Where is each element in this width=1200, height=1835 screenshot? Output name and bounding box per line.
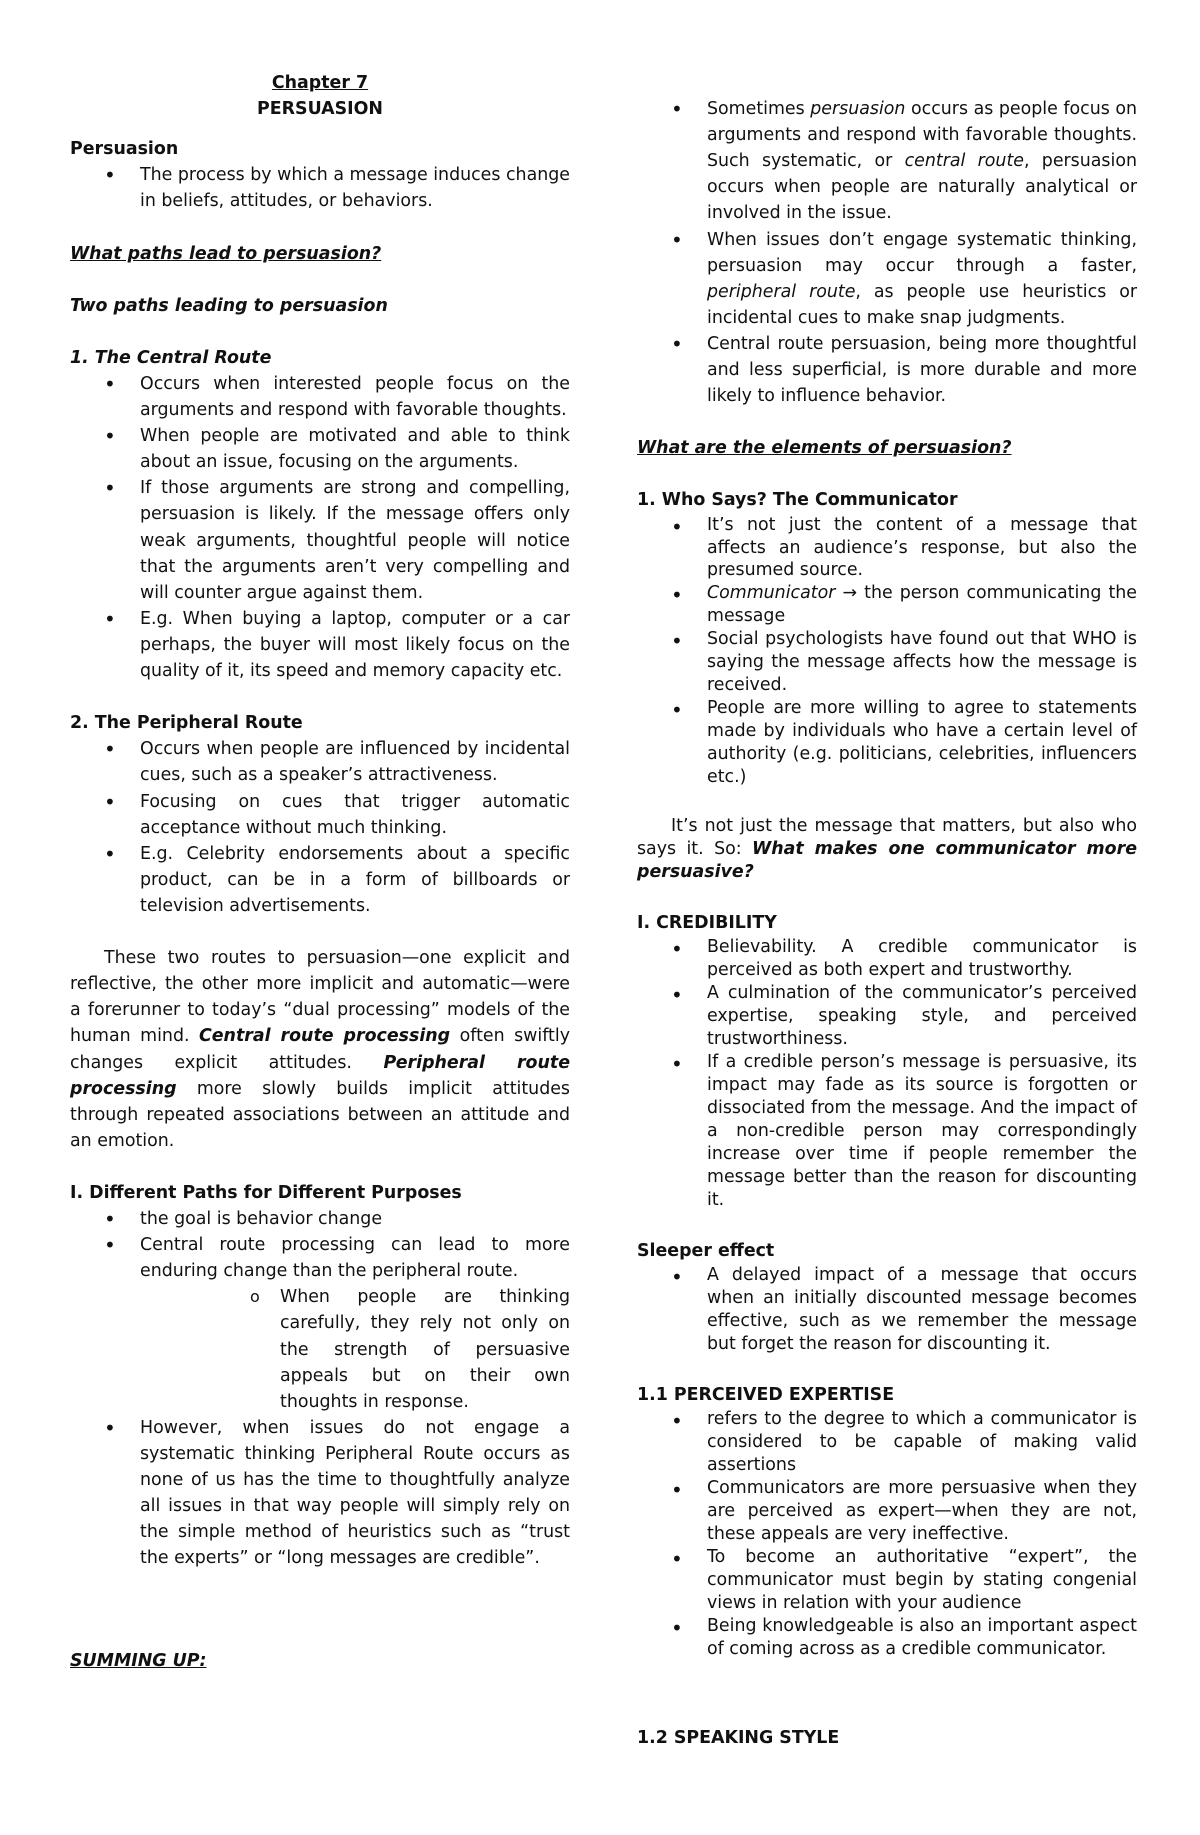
list-item: • When people are motivated and able to think about an issue, focusing on the arguments. (70, 423, 570, 475)
routes-paragraph (70, 945, 570, 1154)
list-item: • Central route processing can lead to more enduring change than the peripheral route. (70, 1232, 570, 1284)
different-paths-heading: I. Different Paths for Different Purposes (70, 1182, 462, 1203)
list-item: • People are more willing to agree to statements made by individuals who have a certain level of authority (e.g. politicians, celebrities, influencers etc.) (637, 697, 1137, 789)
sleeper-effect-list (637, 1264, 1137, 1356)
list-item: • Believability. A credible communicator is perceived as both expert and trustworthy. (637, 936, 1137, 982)
italic-run: peripheral route (707, 281, 856, 302)
peripheral-route-heading: 2. The Peripheral Route (70, 713, 303, 734)
right-column (637, 96, 1137, 1751)
chapter-title: PERSUASION (257, 99, 383, 120)
list-item (637, 227, 1137, 331)
emphasis-central: Central route processing (199, 1026, 451, 1047)
list-item: • the goal is behavior change (70, 1206, 570, 1232)
emphasis-peripheral: Peripheral route processing (70, 1052, 570, 1099)
list-item: • Central route persuasion, being more thoughtful and less superficial, is more durable and more likely to influence behavior. (637, 331, 1137, 409)
summing-up-heading: SUMMING UP: (70, 1650, 207, 1671)
communicator-section (637, 487, 1137, 1660)
credibility-heading: I. CREDIBILITY (637, 913, 777, 934)
different-paths-list-cont (70, 1415, 570, 1572)
list-item: • E.g. When buying a laptop, computer or a car perhaps, the buyer will most likely focus on the quality of it, its speed and memory capacity etc. (70, 606, 570, 684)
left-column (70, 70, 570, 1674)
central-route-list (70, 371, 570, 684)
text-run: When issues don’t engage systematic thinking, persuasion may occur through a faster, (707, 229, 1137, 276)
persuasion-definition-list (70, 162, 570, 214)
text-run: These two routes to persuasion—one explicit and reflective, the other more implicit and automatic—were a forerunner to today’s “dual processing” models of the human mind. (70, 948, 570, 1047)
text-run: often swiftly changes explicit attitudes. (70, 1026, 570, 1073)
list-item: • If those arguments are strong and compelling, persuasion is likely. If the message offers only weak arguments, thoughtful people will notice that the arguments aren’t very compelling and will counter argue against them. (70, 475, 570, 606)
top-list (637, 96, 1137, 409)
question-paths: What paths lead to persuasion? (70, 243, 382, 264)
text-run: more slowly builds implicit attitudes through repeated associations between an attitude and an emotion. (70, 1078, 570, 1151)
list-item: • A delayed impact of a message that occurs when an initially discounted message becomes effective, such as we remember the message but forget the reason for discounting it. (637, 1264, 1137, 1356)
emphasis-question: What makes one communicator more persuasive? (637, 839, 1137, 883)
persuasion-heading: Persuasion (70, 139, 179, 160)
italic-run: Communicator (707, 583, 836, 604)
text-run: → the person communicating the message (707, 583, 1137, 627)
italic-run: persuasion (810, 99, 906, 119)
two-paths-heading: Two paths leading to persuasion (70, 295, 388, 316)
list-item (637, 96, 1137, 227)
question-elements: What are the elements of persuasion? (637, 438, 1012, 459)
text-run: occurs as people focus on arguments and respond with favorable thoughts. Such systematic, or (707, 99, 1138, 172)
list-item: • A culmination of the communicator’s perceived expertise, speaking style, and perceived trustworthiness. (637, 982, 1137, 1051)
list-item (637, 582, 1137, 628)
sleeper-effect-heading: Sleeper effect (637, 1240, 775, 1261)
perceived-expertise-heading: 1.1 PERCEIVED EXPERTISE (637, 1384, 895, 1405)
list-item: • Being knowledgeable is also an important aspect of coming across as a credible communicator. (637, 1615, 1137, 1661)
speaking-style-heading: 1.2 SPEAKING STYLE (637, 1727, 840, 1748)
list-item: • Focusing on cues that trigger automatic acceptance without much thinking. (70, 789, 570, 841)
different-paths-sublist (70, 1284, 570, 1415)
list-item: • Occurs when people are influenced by incidental cues, such as a speaker’s attractiveness. (70, 736, 570, 788)
perceived-expertise-list (637, 1408, 1137, 1661)
list-item: • refers to the degree to which a communicator is considered to be capable of making valid assertions (637, 1408, 1137, 1477)
chapter-label: Chapter 7 (271, 73, 369, 93)
list-item: • To become an authoritative “expert”, the communicator must begin by stating congenial views in relation with your audience (637, 1546, 1137, 1615)
text-run: Sometimes (707, 99, 811, 119)
list-item: • The process by which a message induces change in beliefs, attitudes, or behaviors. (70, 162, 570, 214)
list-item: • If a credible person’s message is persuasive, its impact may fade as its source is forgotten or dissociated from the message. And the impact of a non-credible person may correspondingly increase over time if people remember the message better than the reason for discounting it. (637, 1051, 1137, 1212)
list-item: • Occurs when interested people focus on the arguments and respond with favorable thoughts. (70, 371, 570, 423)
italic-run: central route (904, 151, 1024, 172)
sub-list-item: o When people are thinking carefully, they rely not only on the strength of persuasive appeals but on their own thoughts in response. (70, 1284, 570, 1415)
text-run: It’s not just the message that matters, but also who says it. So: (637, 816, 1137, 860)
text-run: , as people use heuristics or incidental cues to make snap judgments. (707, 281, 1137, 328)
communicator-list (637, 514, 1137, 790)
credibility-list (637, 936, 1137, 1212)
list-item: • However, when issues do not engage a systematic thinking Peripheral Route occurs as none of us has the time to thoughtfully analyze all issues in that way people will simply rely on the simple method of heuristics such as “trust the experts” or “long messages are credible”. (70, 1415, 570, 1572)
list-item: • Communicators are more persuasive when they are perceived as expert—when they are not, these appeals are very ineffective. (637, 1477, 1137, 1546)
communicator-paragraph (637, 815, 1137, 884)
list-item: • E.g. Celebrity endorsements about a specific product, can be in a form of billboards or television advertisements. (70, 841, 570, 919)
list-item: • Social psychologists have found out that WHO is saying the message affects how the message is received. (637, 628, 1137, 697)
peripheral-route-list (70, 736, 570, 919)
central-route-heading: 1. The Central Route (70, 347, 272, 368)
communicator-heading: 1. Who Says? The Communicator (637, 490, 958, 511)
text-run: , persuasion occurs when people are naturally analytical or involved in the issue. (707, 151, 1137, 224)
list-item: • It’s not just the content of a message that affects an audience’s response, but also the presumed source. (637, 514, 1137, 583)
different-paths-list (70, 1206, 570, 1284)
